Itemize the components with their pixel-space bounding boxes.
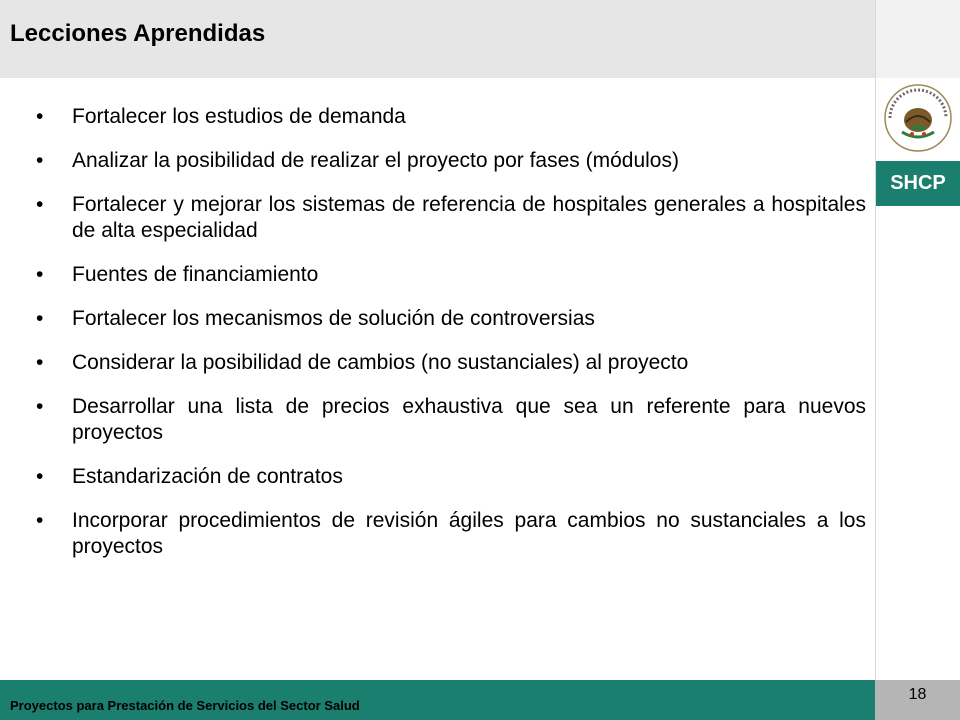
- bullet-icon: •: [36, 105, 44, 128]
- list-item: [36, 350, 866, 376]
- list-item-text: Fortalecer y mejorar los sistemas de referencia de hospitales generales a hospitales de alta especialidad: [72, 193, 866, 242]
- bullet-icon: •: [36, 193, 44, 216]
- mexican-coat-of-arms-icon: [882, 82, 954, 154]
- list-item: [36, 104, 866, 130]
- list-item: [36, 148, 866, 174]
- page-number: 18: [908, 686, 927, 703]
- list-item-text: Fortalecer los mecanismos de solución de controversias: [72, 307, 595, 330]
- list-item-text: Considerar la posibilidad de cambios (no sustanciales) al proyecto: [72, 351, 689, 374]
- bullet-icon: •: [36, 395, 44, 418]
- footer-bar: [0, 680, 875, 720]
- bullet-icon: •: [36, 149, 44, 172]
- footer-text: Proyectos para Prestación de Servicios del Sector Salud: [10, 698, 360, 713]
- list-item: [36, 394, 866, 446]
- list-item-text: Incorporar procedimientos de revisión ágiles para cambios no sustanciales a los proyectos: [72, 509, 866, 558]
- list-item-text: Desarrollar una lista de precios exhaustiva que sea un referente para nuevos proyectos: [72, 395, 866, 444]
- right-band-top: [876, 0, 960, 78]
- list-item: [36, 508, 866, 560]
- shcp-badge: SHCP: [876, 161, 960, 206]
- lessons-list: [36, 104, 866, 578]
- list-item: [36, 306, 866, 332]
- list-item-text: Analizar la posibilidad de realizar el proyecto por fases (módulos): [72, 149, 679, 172]
- list-item-text: Fortalecer los estudios de demanda: [72, 105, 406, 128]
- list-item: [36, 192, 866, 244]
- list-item-text: Estandarización de contratos: [72, 465, 343, 488]
- bullet-icon: •: [36, 465, 44, 488]
- bullet-icon: •: [36, 351, 44, 374]
- title-bar: [0, 0, 875, 78]
- bullet-icon: •: [36, 509, 44, 532]
- slide-title: Lecciones Aprendidas: [10, 20, 266, 47]
- bullet-icon: •: [36, 307, 44, 330]
- list-item: [36, 464, 866, 490]
- list-item-text: Fuentes de financiamiento: [72, 263, 319, 286]
- list-item: [36, 262, 866, 288]
- page-number-box: [875, 680, 960, 720]
- bullet-icon: •: [36, 263, 44, 286]
